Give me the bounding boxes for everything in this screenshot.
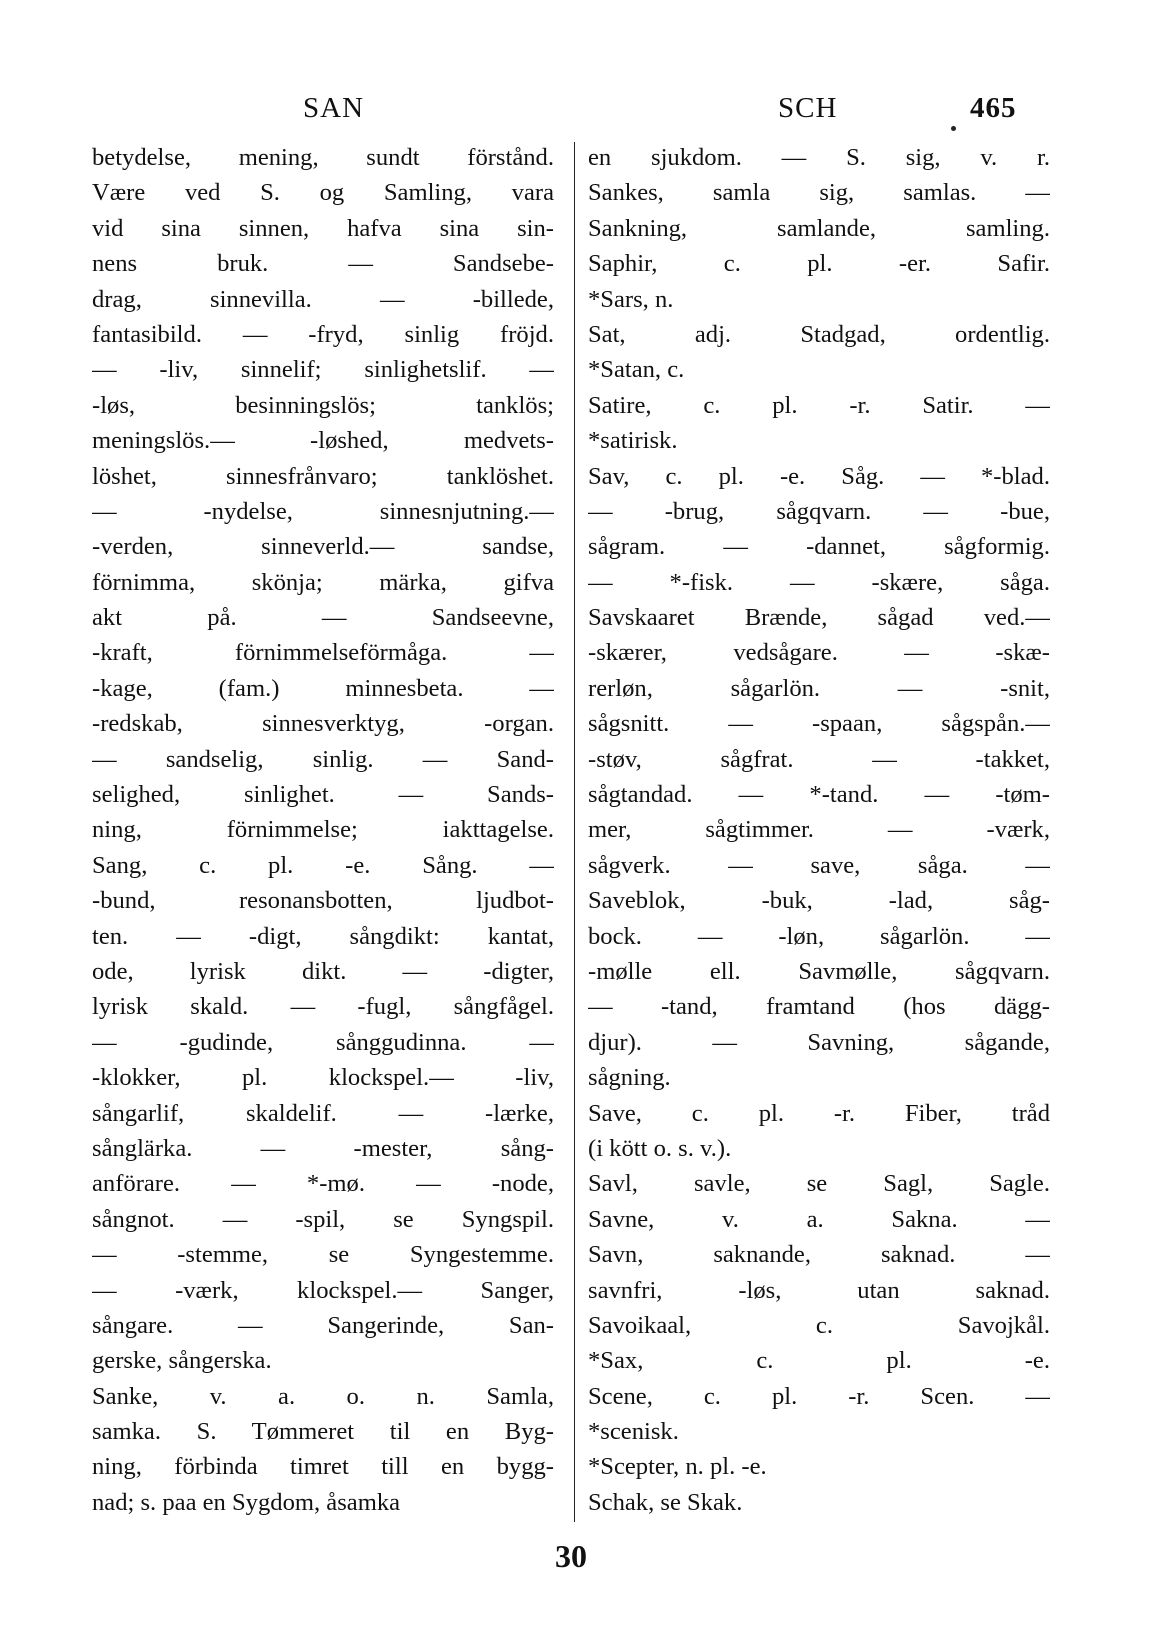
dictionary-line: gerske, sångerska. bbox=[92, 1347, 272, 1375]
running-head-center: SCH bbox=[778, 92, 838, 124]
dictionary-line: Sanke, v. a. o. n. Samla, bbox=[92, 1382, 554, 1410]
dictionary-line: lyrisk skald. — -fugl, sångfågel. bbox=[92, 993, 554, 1021]
dictionary-line: sångarlif, skaldelif. — -lærke, bbox=[92, 1099, 554, 1127]
dictionary-line: löshet, sinnesfrånvaro; tanklöshet. bbox=[92, 462, 554, 490]
dictionary-line: sångnot. — -spil, se Syngspil. bbox=[92, 1205, 554, 1233]
dictionary-line: sågverk. — save, såga. — bbox=[588, 851, 1050, 879]
dictionary-line: — -tand, framtand (hos dägg- bbox=[588, 993, 1050, 1021]
dictionary-line: ning, förbinda timret till en bygg- bbox=[92, 1453, 554, 1481]
dictionary-line: sångare. — Sangerinde, San- bbox=[92, 1311, 554, 1339]
dictionary-line: meningslös.— -løshed, medvets- bbox=[92, 427, 554, 455]
dictionary-line: -verden, sinneverld.— sandse, bbox=[92, 533, 554, 561]
dictionary-line: Savn, saknande, saknad. — bbox=[588, 1241, 1050, 1269]
dictionary-line: samka. S. Tømmeret til en Byg- bbox=[92, 1418, 554, 1446]
dictionary-line: sågning. bbox=[588, 1064, 671, 1092]
dictionary-line: Save, c. pl. -r. Fiber, tråd bbox=[588, 1099, 1050, 1127]
dictionary-line: förnimma, skönja; märka, gifva bbox=[92, 568, 554, 596]
dictionary-line: sånglärka. — -mester, sång- bbox=[92, 1134, 554, 1162]
dictionary-line: bock. — -løn, sågarlön. — bbox=[588, 922, 1050, 950]
dictionary-line: en sjukdom. — S. sig, v. r. bbox=[588, 144, 1050, 171]
dictionary-line: -kage, (fam.) minnesbeta. — bbox=[92, 674, 554, 702]
dictionary-line: rerløn, sågarlön. — -snit, bbox=[588, 674, 1050, 702]
left-column bbox=[92, 140, 554, 1520]
dictionary-line: nens bruk. — Sandsebe- bbox=[92, 250, 554, 278]
dictionary-line: *Scepter, n. pl. -e. bbox=[588, 1453, 767, 1481]
dictionary-line: *satirisk. bbox=[588, 427, 678, 455]
dictionary-line: akt på. — Sandseevne, bbox=[92, 604, 554, 632]
dictionary-line: (i kött o. s. v.). bbox=[588, 1134, 732, 1162]
dictionary-line: — -brug, sågqvarn. — -bue, bbox=[588, 497, 1050, 525]
dictionary-line: -redskab, sinnesverktyg, -organ. bbox=[92, 710, 554, 738]
right-column bbox=[588, 140, 1050, 1520]
dictionary-line: fantasibild. — -fryd, sinlig fröjd. bbox=[92, 320, 554, 348]
dictionary-line: -bund, resonansbotten, ljudbot- bbox=[92, 887, 554, 915]
dictionary-line: — -nydelse, sinnesnjutning.— bbox=[92, 497, 554, 525]
dictionary-line: Savl, savle, se Sagl, Sagle. bbox=[588, 1170, 1050, 1198]
dictionary-line: Savskaaret Brænde, sågad ved.— bbox=[588, 604, 1050, 632]
dictionary-line: vid sina sinnen, hafva sina sin- bbox=[92, 214, 554, 242]
dictionary-line: -skærer, vedsågare. — -skæ- bbox=[588, 639, 1050, 667]
dictionary-line: Schak, se Skak. bbox=[588, 1488, 743, 1516]
dictionary-line: Sankning, samlande, samling. bbox=[588, 214, 1050, 242]
running-head-left: SAN bbox=[303, 92, 365, 124]
dictionary-line: — -gudinde, sånggudinna. — bbox=[92, 1028, 554, 1056]
dictionary-line: -mølle ell. Savmølle, sågqvarn. bbox=[588, 957, 1050, 985]
dictionary-line: Sang, c. pl. -e. Sång. — bbox=[92, 851, 554, 879]
dictionary-line: -kraft, förnimmelseförmåga. — bbox=[92, 639, 554, 667]
dictionary-line: djur). — Savning, sågande, bbox=[588, 1028, 1050, 1056]
dictionary-line: ten. — -digt, sångdikt: kantat, bbox=[92, 922, 554, 950]
dictionary-line: -støv, sågfrat. — -takket, bbox=[588, 745, 1050, 773]
dictionary-line: drag, sinnevilla. — -billede, bbox=[92, 285, 554, 313]
column-divider bbox=[574, 142, 575, 1522]
dictionary-line: Savne, v. a. Sakna. — bbox=[588, 1205, 1050, 1233]
dictionary-line: — *-fisk. — -skære, såga. bbox=[588, 568, 1050, 596]
page-number: 465 bbox=[970, 92, 1017, 124]
dictionary-line: Sat, adj. Stadgad, ordentlig. bbox=[588, 320, 1050, 348]
dictionary-line: Sankes, samla sig, samlas. — bbox=[588, 179, 1050, 207]
dictionary-line: sågsnitt. — -spaan, sågspån.— bbox=[588, 710, 1050, 738]
dictionary-line: ning, förnimmelse; iakttagelse. bbox=[92, 816, 554, 844]
dictionary-line: ode, lyrisk dikt. — -digter, bbox=[92, 957, 554, 985]
signature-mark: 30 bbox=[555, 1538, 587, 1574]
dictionary-line: *Satan, c. bbox=[588, 356, 685, 384]
dictionary-line: -klokker, pl. klockspel.— -liv, bbox=[92, 1064, 554, 1092]
dictionary-line: anförare. — *-mø. — -node, bbox=[92, 1170, 554, 1198]
dictionary-line: sågram. — -dannet, sågformig. bbox=[588, 533, 1050, 561]
dictionary-line: nad; s. paa en Sygdom, åsamka bbox=[92, 1488, 401, 1516]
ink-dot bbox=[951, 126, 956, 131]
dictionary-line: Savoikaal, c. Savojkål. bbox=[588, 1311, 1050, 1339]
dictionary-line: Saphir, c. pl. -er. Safir. bbox=[588, 250, 1050, 278]
dictionary-line: *scenisk. bbox=[588, 1418, 679, 1446]
dictionary-line: Scene, c. pl. -r. Scen. — bbox=[588, 1382, 1050, 1410]
dictionary-line: -løs, besinningslös; tanklös; bbox=[92, 391, 554, 419]
dictionary-line: Sav, c. pl. -e. Såg. — *-blad. bbox=[588, 462, 1050, 490]
dictionary-line: sågtandad. — *-tand. — -tøm- bbox=[588, 781, 1050, 809]
dictionary-line: betydelse, mening, sundt förstånd. bbox=[92, 144, 554, 171]
dictionary-line: mer, sågtimmer. — -værk, bbox=[588, 816, 1050, 844]
dictionary-line: Være ved S. og Samling, vara bbox=[92, 179, 554, 207]
dictionary-line: — sandselig, sinlig. — Sand- bbox=[92, 745, 554, 773]
dictionary-line: — -stemme, se Syngestemme. bbox=[92, 1241, 554, 1269]
dictionary-line: selighed, sinlighet. — Sands- bbox=[92, 781, 554, 809]
dictionary-line: *Sax, c. pl. -e. bbox=[588, 1347, 1050, 1375]
dictionary-line: — -liv, sinnelif; sinlighetslif. — bbox=[92, 356, 554, 384]
dictionary-line: savnfri, -løs, utan saknad. bbox=[588, 1276, 1050, 1304]
dictionary-line: Satire, c. pl. -r. Satir. — bbox=[588, 391, 1050, 419]
dictionary-line: — -værk, klockspel.— Sanger, bbox=[92, 1276, 554, 1304]
dictionary-line: *Sars, n. bbox=[588, 285, 674, 313]
dictionary-line: Saveblok, -buk, -lad, såg- bbox=[588, 887, 1050, 915]
